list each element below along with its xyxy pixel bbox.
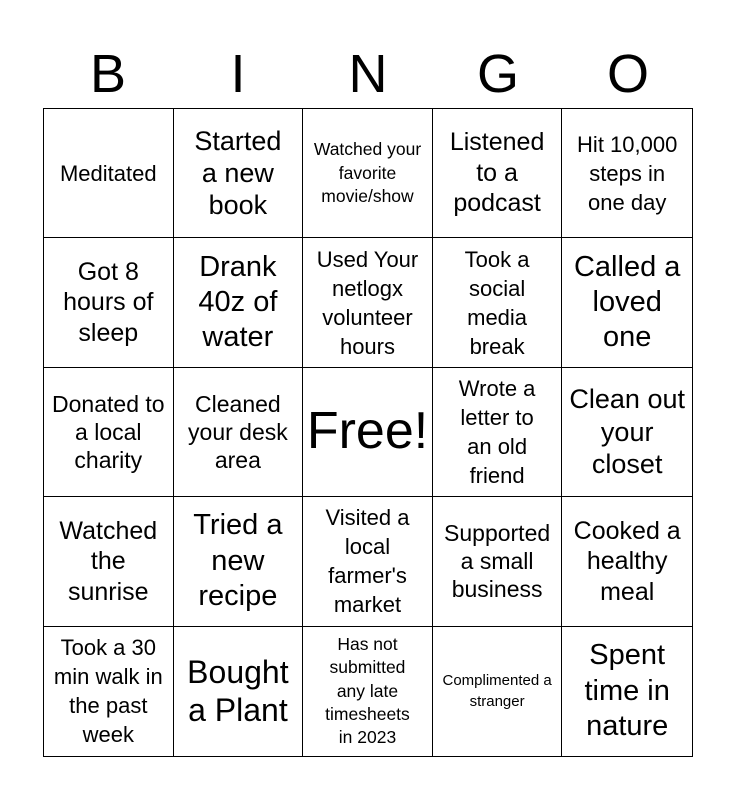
bingo-cell-r2-c1[interactable]	[44, 238, 174, 367]
cell-label: Called a loved one	[573, 250, 681, 354]
header-letter-g: G	[476, 44, 519, 104]
cell-label: Spent time in nature	[584, 639, 670, 742]
cell-label: Has not submitted any late timesheets in 2023	[325, 634, 410, 748]
bingo-cell-r4-c3[interactable]	[303, 497, 433, 626]
bingo-cell-r5-c4[interactable]	[433, 627, 563, 756]
bingo-cell-r1-c4[interactable]	[433, 109, 563, 238]
bingo-cell-r4-c1[interactable]	[44, 497, 174, 626]
cell-label: Cleaned your desk area	[188, 390, 288, 474]
cell-label: Listened to a podcast	[449, 128, 545, 218]
cell-label: Started a new book	[194, 125, 282, 221]
cell-label: Took a 30 min walk in the past week	[53, 635, 163, 748]
bingo-cell-r1-c3[interactable]	[303, 109, 433, 238]
bingo-cell-r3-c4[interactable]	[433, 368, 563, 497]
bingo-board	[43, 108, 693, 757]
header-letter-i: I	[230, 44, 246, 104]
bingo-cell-r1-c5[interactable]	[562, 109, 692, 238]
cell-label: Hit 10,000 steps in one day	[577, 131, 678, 215]
cell-label: Cooked a healthy meal	[573, 516, 681, 606]
bingo-cell-r5-c1[interactable]	[44, 627, 174, 756]
cell-label: Tried a new recipe	[193, 509, 283, 613]
cell-label: Got 8 hours of sleep	[63, 257, 154, 347]
bingo-cell-r1-c1[interactable]	[44, 109, 174, 238]
header-letter-n: N	[348, 44, 388, 104]
bingo-cell-r5-c5[interactable]	[562, 627, 692, 756]
bingo-cell-r2-c4[interactable]	[433, 238, 563, 367]
cell-label: Drank 40z of water	[198, 250, 278, 354]
bingo-cell-r2-c2[interactable]	[174, 238, 304, 367]
cell-label: Bought a Plant	[187, 653, 289, 729]
header-letter-b: B	[89, 44, 127, 104]
cell-label: Watched your favorite movie/show	[313, 139, 422, 206]
free-space[interactable]	[303, 368, 433, 497]
cell-label: Meditated	[59, 160, 157, 186]
bingo-cell-r3-c5[interactable]	[562, 368, 692, 497]
bingo-cell-r1-c2[interactable]	[174, 109, 304, 238]
header-letter-o: O	[606, 44, 649, 104]
cell-label: Clean out your closet	[569, 384, 685, 480]
bingo-cell-r4-c2[interactable]	[174, 497, 304, 626]
bingo-cell-r4-c5[interactable]	[562, 497, 692, 626]
cell-label: Used Your netlogx volunteer hours	[316, 246, 419, 359]
bingo-cell-r5-c3[interactable]	[303, 627, 433, 756]
cell-label: Donated to a local charity	[52, 390, 165, 474]
bingo-cell-r2-c5[interactable]	[562, 238, 692, 367]
cell-label: Watched the sunrise	[59, 516, 158, 606]
bingo-cell-r3-c1[interactable]	[44, 368, 174, 497]
bingo-cell-r2-c2[interactable]	[174, 368, 304, 497]
cell-label: Supported a small business	[444, 520, 551, 603]
bingo-cell-r4-c4[interactable]	[433, 497, 563, 626]
cell-label: Wrote a letter to an old friend	[458, 375, 536, 489]
cell-label: Complimented a stranger	[442, 671, 552, 711]
cell-label: Visited a local farmer's market	[325, 505, 410, 618]
free-space-label: Free!	[306, 402, 429, 461]
cell-label: Took a social media break	[464, 246, 530, 359]
bingo-cell-r2-c3[interactable]	[303, 238, 433, 367]
bingo-cell-r5-c2[interactable]	[174, 627, 304, 756]
bingo-header	[43, 40, 693, 108]
